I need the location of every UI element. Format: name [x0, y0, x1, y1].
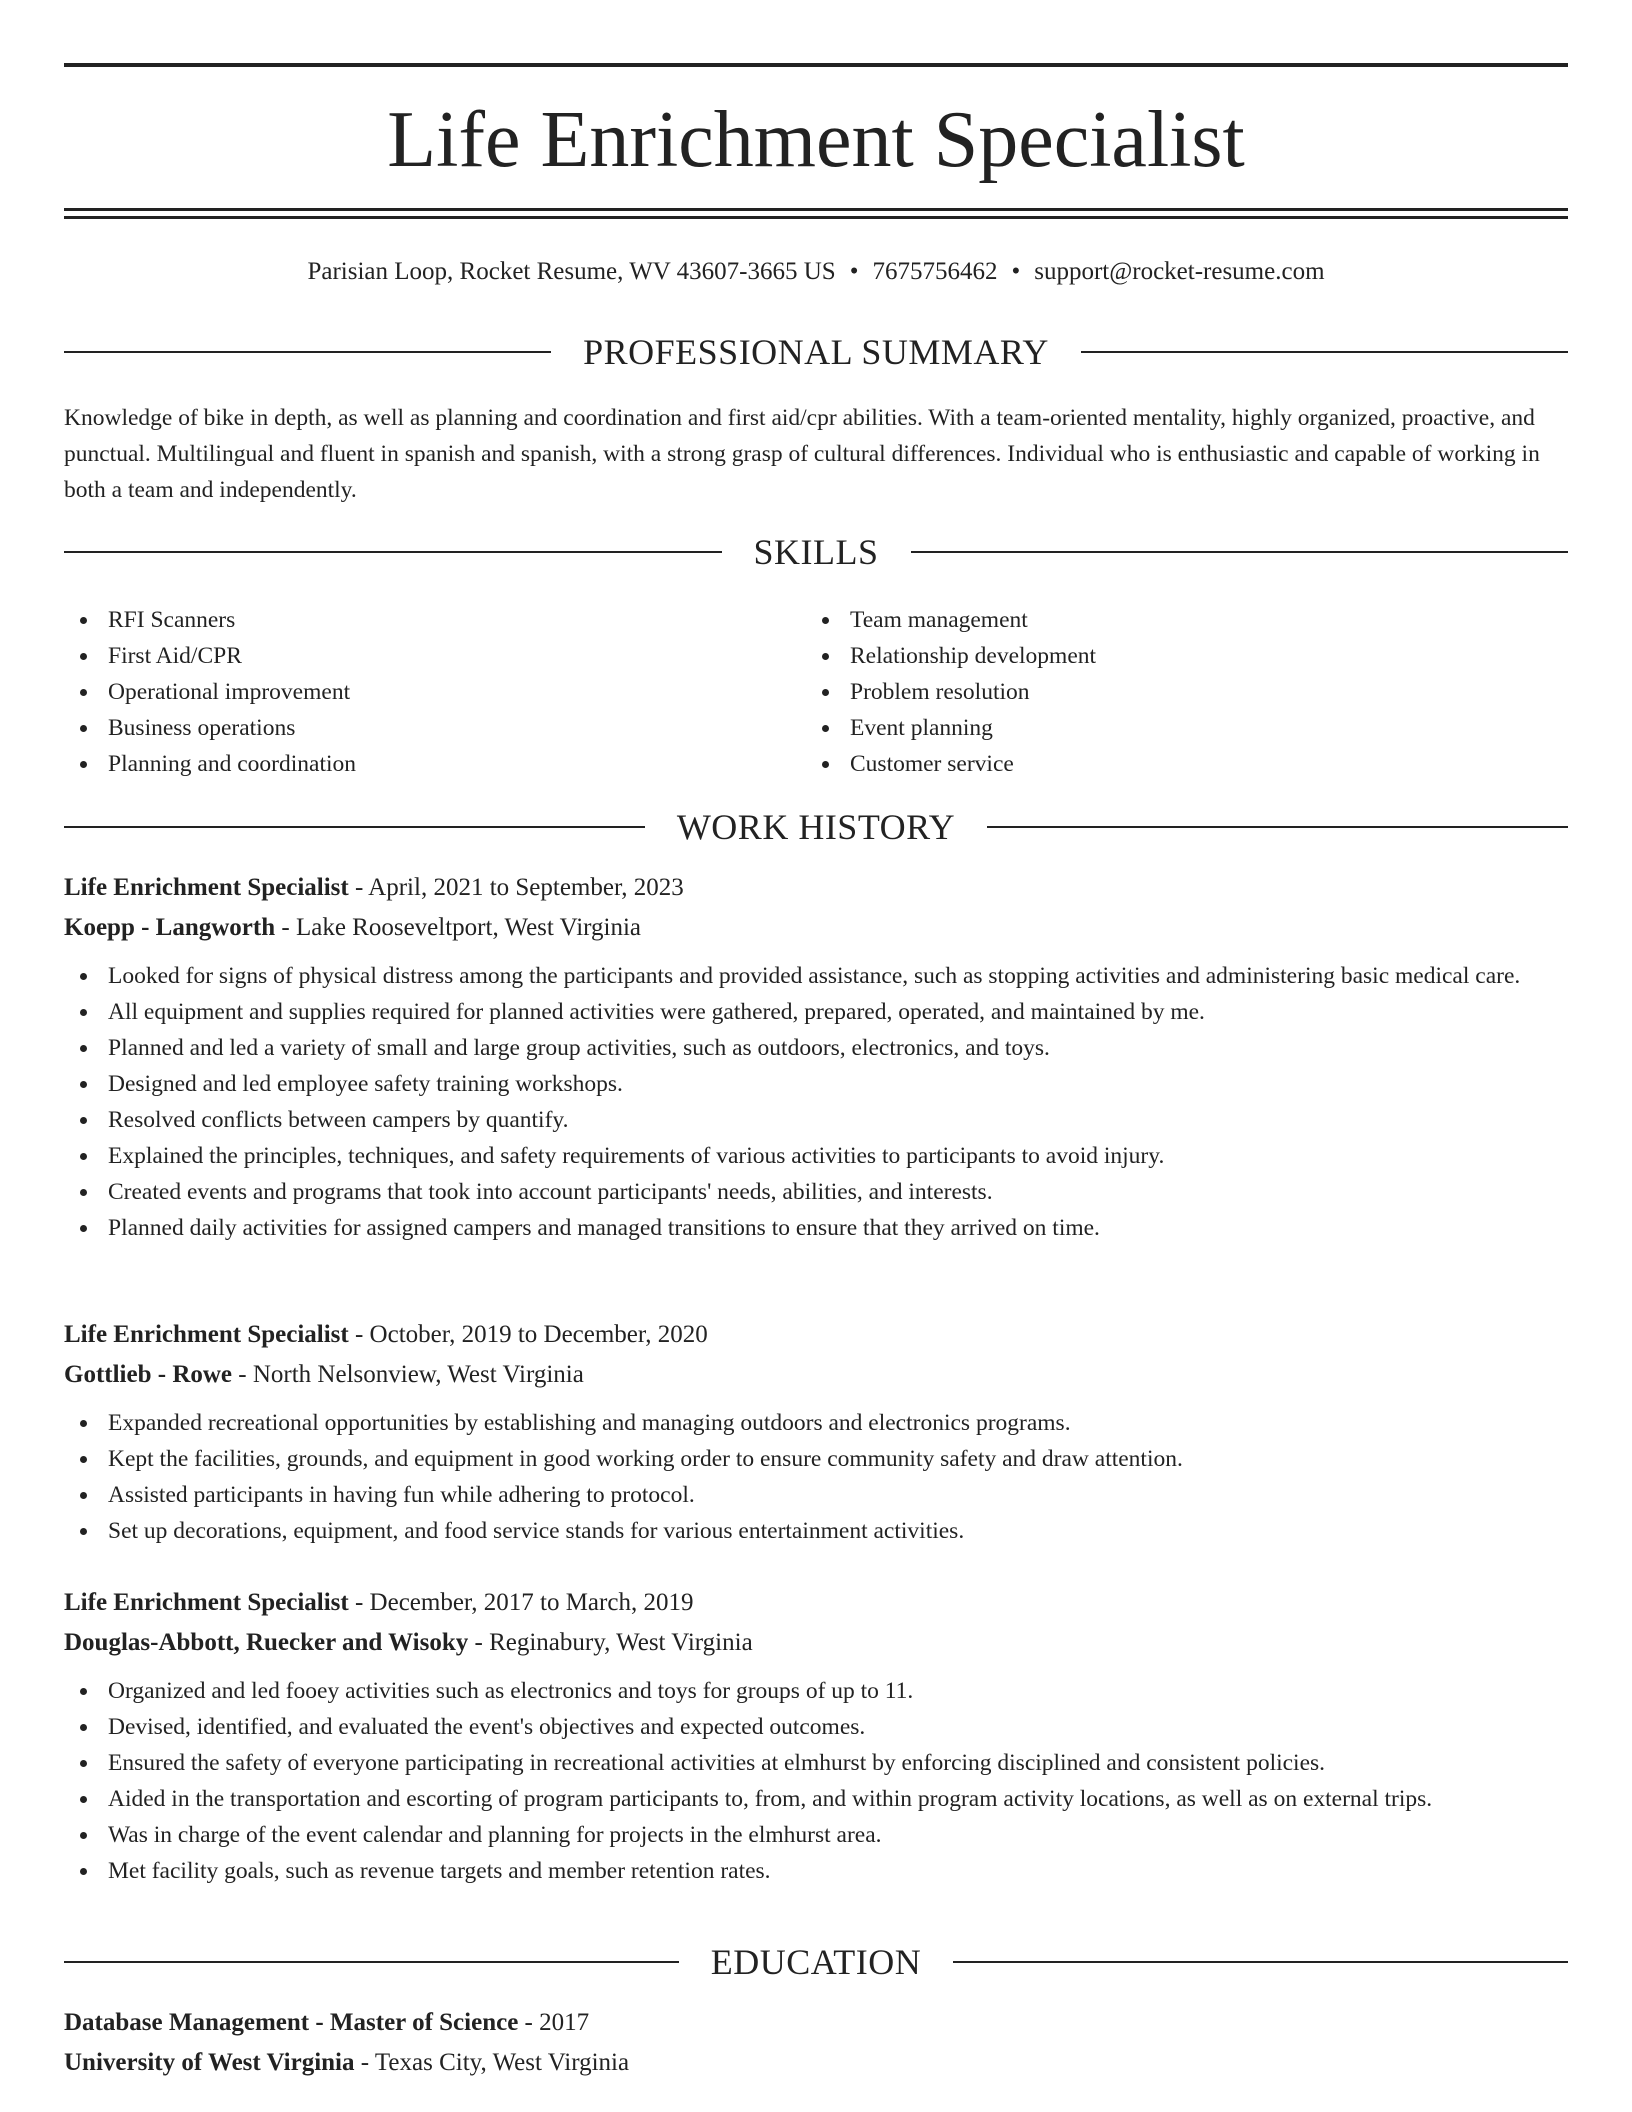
job-title-row: [64, 1583, 1568, 1623]
skill-item: Event planning: [806, 710, 1548, 746]
job-title: Life Enrichment Specialist: [64, 874, 349, 901]
job-title: Life Enrichment Specialist: [64, 1321, 349, 1348]
contact-separator: •: [849, 258, 859, 285]
dash: -: [518, 2009, 540, 2036]
skills-heading-label: SKILLS: [753, 532, 879, 572]
job-bullet: Resolved conflicts between campers by quantify.: [64, 1102, 1568, 1138]
education-school-row: [64, 2043, 1568, 2083]
contact-address: Parisian Loop, Rocket Resume, WV 43607-3665 US: [307, 258, 836, 285]
skill-item: RFI Scanners: [64, 602, 806, 638]
contact-email[interactable]: support@rocket-resume.com: [1034, 258, 1325, 285]
job-bullet: Planned and led a variety of small and large group activities, such as outdoors, electronics, and toys.: [64, 1030, 1568, 1066]
education-heading: [64, 1940, 1568, 1984]
skill-item: Relationship development: [806, 638, 1548, 674]
education-degree: Database Management - Master of Science: [64, 2009, 519, 2036]
job-bullet: Devised, identified, and evaluated the event's objectives and expected outcomes.: [64, 1709, 1568, 1745]
job-company: Douglas-Abbott, Ruecker and Wisoky: [64, 1629, 469, 1656]
job-bullet: Met facility goals, such as revenue targets and member retention rates.: [64, 1853, 1568, 1889]
skill-item: Problem resolution: [806, 674, 1548, 710]
skills-list: [64, 602, 1568, 782]
job-entry: [64, 868, 1568, 1246]
job-bullet: Expanded recreational opportunities by establishing and managing outdoors and electronics programs.: [64, 1405, 1568, 1441]
education-location: Texas City, West Virginia: [374, 2049, 630, 2076]
heading-rule: [911, 551, 1569, 553]
heading-rule: [953, 1961, 1568, 1963]
job-dates: October, 2019 to December, 2020: [369, 1321, 708, 1348]
header-top-rule: [64, 63, 1568, 67]
heading-rule: [64, 1961, 679, 1963]
contact-phone: 7675756462: [872, 258, 998, 285]
education-entry: [64, 2003, 1568, 2083]
education-year: 2017: [539, 2009, 590, 2036]
job-location: North Nelsonview, West Virginia: [252, 1361, 584, 1388]
heading-rule: [1081, 351, 1568, 353]
dash: -: [232, 1361, 253, 1388]
contact-line: [64, 255, 1568, 289]
header-bottom-rule: [64, 208, 1568, 211]
job-location: Reginabury, West Virginia: [489, 1629, 753, 1656]
heading-rule: [987, 826, 1568, 828]
dash: -: [468, 1629, 490, 1656]
job-bullet: Was in charge of the event calendar and planning for projects in the elmhurst area.: [64, 1817, 1568, 1853]
job-bullet: All equipment and supplies required for planned activities were gathered, prepared, operated, and maintained by me.: [64, 994, 1568, 1030]
job-company-row: [64, 1623, 1568, 1663]
education-school: University of West Virginia: [64, 2049, 355, 2076]
job-company: Gottlieb - Rowe: [64, 1361, 233, 1388]
skill-item: First Aid/CPR: [64, 638, 806, 674]
skill-item: Customer service: [806, 746, 1548, 782]
job-bullet: Aided in the transportation and escorting of program participants to, from, and within program activity locations, as well as on external trips.: [64, 1781, 1568, 1817]
job-bullet: Set up decorations, equipment, and food service stands for various entertainment activities.: [64, 1513, 1568, 1549]
skill-item: Business operations: [64, 710, 806, 746]
heading-rule: [64, 826, 645, 828]
job-bullet: Explained the principles, techniques, and safety requirements of various activities to participants to avoid injury.: [64, 1138, 1568, 1174]
job-bullet: Looked for signs of physical distress among the participants and provided assistance, such as stopping activities and administering basic medical care.: [64, 958, 1568, 994]
job-bullet: Planned daily activities for assigned campers and managed transitions to ensure that they arrived on time.: [64, 1210, 1568, 1246]
job-bullet: Kept the facilities, grounds, and equipment in good working order to ensure community safety and draw attention.: [64, 1441, 1568, 1477]
work-heading-label: WORK HISTORY: [676, 807, 956, 847]
job-bullets: [64, 1673, 1568, 1889]
heading-rule: [64, 551, 722, 553]
job-entry: [64, 1315, 1568, 1549]
skill-item: Operational improvement: [64, 674, 806, 710]
contact-separator: •: [1011, 258, 1021, 285]
skill-item: Team management: [806, 602, 1548, 638]
job-bullets: [64, 1405, 1568, 1549]
dash: -: [275, 914, 296, 941]
summary-heading: [64, 330, 1568, 374]
job-bullet: Organized and led fooey activities such as electronics and toys for groups of up to 11.: [64, 1673, 1568, 1709]
skills-heading: [64, 530, 1568, 574]
job-bullet: Assisted participants in having fun while adhering to protocol.: [64, 1477, 1568, 1513]
job-company-row: [64, 908, 1568, 948]
work-heading: [64, 805, 1568, 849]
dash: -: [354, 2049, 375, 2076]
resume-title: Life Enrichment Specialist: [387, 96, 1245, 184]
dash: -: [348, 1321, 370, 1348]
header-bottom-rule-second: [64, 216, 1568, 219]
job-entry: [64, 1583, 1568, 1889]
job-bullet: Designed and led employee safety training workshops.: [64, 1066, 1568, 1102]
job-company: Koepp - Langworth: [64, 914, 276, 941]
job-bullets: [64, 958, 1568, 1246]
education-heading-label: EDUCATION: [710, 1942, 922, 1982]
dash: -: [348, 1589, 370, 1616]
skills-column-right: [806, 602, 1548, 782]
dash: -: [348, 874, 369, 901]
job-dates: April, 2021 to September, 2023: [368, 874, 684, 901]
job-company-row: [64, 1355, 1568, 1395]
heading-rule: [64, 351, 551, 353]
job-title-row: [64, 1315, 1568, 1355]
job-title-row: [64, 868, 1568, 908]
job-location: Lake Rooseveltport, West Virginia: [295, 914, 642, 941]
summary-heading-label: PROFESSIONAL SUMMARY: [583, 332, 1049, 372]
education-degree-row: [64, 2003, 1568, 2043]
summary-text: Knowledge of bike in depth, as well as planning and coordination and first aid/cpr abilities. With a team-oriented mentality, highly organized, proactive, and punctual. Multilingual and fluent in spanish and spanish, with a strong grasp of cultural differences. Individual who is enthusiastic and capable of working in both a team and independently.: [64, 405, 1540, 503]
skills-column-left: [64, 602, 806, 782]
job-title: Life Enrichment Specialist: [64, 1589, 349, 1616]
job-dates: December, 2017 to March, 2019: [369, 1589, 694, 1616]
job-bullet: Ensured the safety of everyone participating in recreational activities at elmhurst by enforcing disciplined and consistent policies.: [64, 1745, 1568, 1781]
skill-item: Planning and coordination: [64, 746, 806, 782]
job-bullet: Created events and programs that took into account participants' needs, abilities, and interests.: [64, 1174, 1568, 1210]
